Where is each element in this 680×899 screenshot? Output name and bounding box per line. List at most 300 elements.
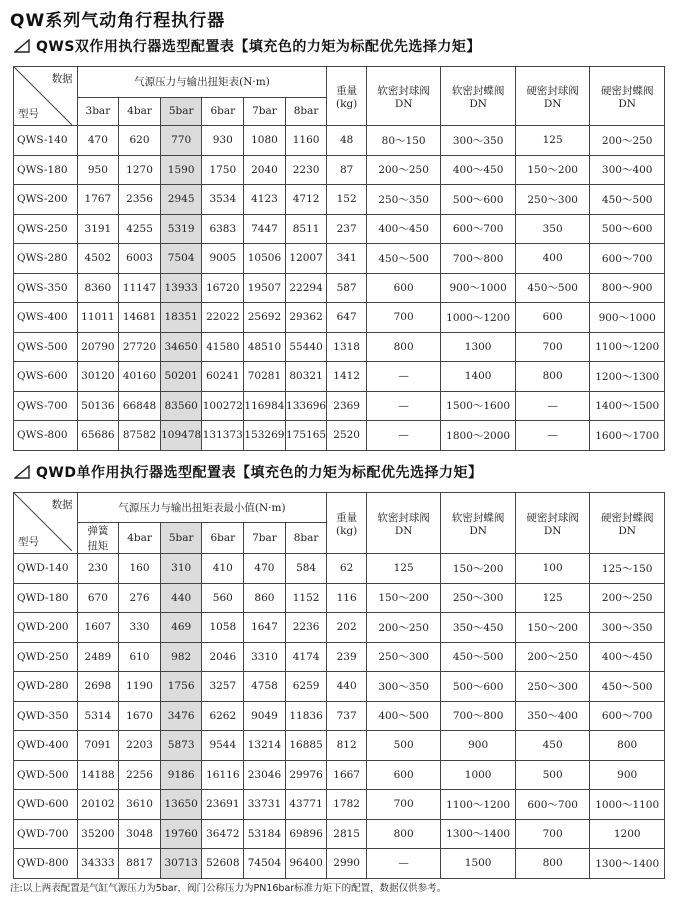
torque-cell: 23691 (202, 790, 244, 820)
torque-cell: 20102 (77, 790, 119, 820)
torque-cell: 1080 (244, 126, 286, 156)
torque-cell: 55440 (285, 332, 327, 362)
valve-dn-cell: 300～350 (366, 672, 441, 702)
torque-cell: 1756 (160, 672, 202, 702)
valve-dn-cell: 500 (366, 731, 441, 761)
valve-dn-cell: 350～450 (441, 613, 516, 643)
weight-cell: 2520 (327, 421, 366, 451)
model-cell: QWS-600 (14, 362, 78, 392)
valve-dn-cell: 500～600 (441, 672, 516, 702)
model-cell: QWD-350 (14, 701, 78, 731)
torque-cell: 1160 (285, 126, 327, 156)
valve-header-3: 硬密封球阀 DN (515, 67, 590, 126)
header-corner-data-label: 数据 (51, 499, 73, 511)
weight-cell: 647 (327, 303, 366, 333)
valve-dn-cell: 700 (515, 819, 590, 849)
torque-cell: 50136 (77, 391, 119, 421)
valve-dn-cell: 600 (366, 760, 441, 790)
valve-header-1: 软密封球阀 DN (366, 493, 441, 554)
table-row (14, 185, 665, 215)
torque-cell: 160 (119, 554, 161, 584)
valve-dn-cell: 450～500 (515, 273, 590, 303)
valve-dn-cell: 1800～2000 (441, 421, 516, 451)
valve-header-4: 硬密封蝶阀 DN (590, 493, 665, 554)
valve-dn-cell: 350～400 (515, 701, 590, 731)
weight-cell: 87 (327, 155, 366, 185)
valve-dn-cell: 700～800 (441, 701, 516, 731)
weight-cell: 2815 (327, 819, 366, 849)
torque-cell: 620 (119, 126, 161, 156)
valve-dn-cell: — (515, 421, 590, 451)
header-corner-data-label: 数据 (51, 73, 73, 85)
torque-cell: 153269 (244, 421, 286, 451)
torque-cell: 69896 (285, 819, 327, 849)
table-row (14, 126, 665, 156)
weight-cell: 116 (327, 583, 366, 613)
table-row (14, 613, 665, 643)
torque-cell: 2230 (285, 155, 327, 185)
valve-dn-cell: 600～700 (441, 214, 516, 244)
table2-heading (14, 462, 482, 482)
triangle-marker-icon (14, 39, 30, 53)
table-row (14, 731, 665, 761)
weight-cell: 152 (327, 185, 366, 215)
valve-dn-cell: 450 (515, 731, 590, 761)
model-cell: QWD-600 (14, 790, 78, 820)
table-row (14, 672, 665, 702)
triangle-marker-icon (14, 465, 30, 479)
torque-cell: 18351 (160, 303, 202, 333)
valve-dn-cell: 300～350 (590, 613, 665, 643)
valve-dn-cell: 1500 (441, 849, 516, 879)
valve-dn-cell: 1100～1200 (441, 790, 516, 820)
torque-cell: 7504 (160, 244, 202, 274)
torque-cell: 3534 (202, 185, 244, 215)
valve-dn-cell: 250～300 (441, 583, 516, 613)
qws-selection-table (13, 66, 665, 451)
valve-dn-cell: 800 (590, 731, 665, 761)
valve-header-2: 软密封蝶阀 DN (441, 67, 516, 126)
torque-cell: 930 (202, 126, 244, 156)
valve-dn-cell: 600 (366, 273, 441, 303)
valve-dn-cell: 600～700 (590, 244, 665, 274)
torque-cell: 100272 (202, 391, 244, 421)
table1-heading-text: QWS双作用执行器选型配置表【填充色的力矩为标配优先选择力矩】 (36, 39, 481, 55)
torque-cell: 9186 (160, 760, 202, 790)
torque-cell: 410 (202, 554, 244, 584)
torque-cell: 1190 (119, 672, 161, 702)
torque-cell: 1607 (77, 613, 119, 643)
page-title: QW系列气动角行程执行器 (10, 11, 226, 31)
valve-dn-cell: 1400 (441, 362, 516, 392)
torque-cell: 16116 (202, 760, 244, 790)
torque-cell: 230 (77, 554, 119, 584)
torque-cell: 2489 (77, 642, 119, 672)
valve-dn-cell: 250～300 (515, 672, 590, 702)
torque-cell: 9544 (202, 731, 244, 761)
valve-dn-cell: 250～350 (366, 185, 441, 215)
valve-dn-cell: 1000～1200 (441, 303, 516, 333)
model-cell: QWS-180 (14, 155, 78, 185)
pressure-column-header: 7bar (244, 523, 286, 554)
torque-cell: 610 (119, 642, 161, 672)
table-row (14, 391, 665, 421)
model-cell: QWD-280 (14, 672, 78, 702)
torque-cell: 1750 (202, 155, 244, 185)
valve-dn-cell: 700 (366, 790, 441, 820)
weight-cell: 341 (327, 244, 366, 274)
torque-cell: 48510 (244, 332, 286, 362)
torque-cell: 30713 (160, 849, 202, 879)
table-row (14, 362, 665, 392)
torque-cell: 5319 (160, 214, 202, 244)
valve-dn-cell: 250～300 (515, 185, 590, 215)
torque-cell: 469 (160, 613, 202, 643)
header-corner-model-label: 型号 (18, 536, 39, 548)
valve-header-1: 软密封球阀 DN (366, 67, 441, 126)
torque-cell: 96400 (285, 849, 327, 879)
pressure-column-header: 5bar (160, 97, 202, 125)
torque-cell: 50201 (160, 362, 202, 392)
weight-cell: 1782 (327, 790, 366, 820)
table2-heading-text: QWD单作用执行器选型配置表【填充色的力矩为标配优先选择力矩】 (36, 465, 483, 481)
table-row (14, 819, 665, 849)
table-row (14, 303, 665, 333)
valve-dn-cell: 1300 (441, 332, 516, 362)
torque-cell: 6383 (202, 214, 244, 244)
valve-dn-cell: 900 (590, 760, 665, 790)
model-cell: QWS-800 (14, 421, 78, 451)
valve-dn-cell: 400～500 (366, 701, 441, 731)
header-corner-cell (14, 67, 78, 126)
weight-cell: 1412 (327, 362, 366, 392)
torque-cell: 4174 (285, 642, 327, 672)
valve-dn-cell: 1200 (590, 819, 665, 849)
model-cell: QWD-500 (14, 760, 78, 790)
pressure-column-header: 3bar (77, 97, 119, 125)
torque-cell: 13214 (244, 731, 286, 761)
torque-cell: 310 (160, 554, 202, 584)
torque-cell: 4758 (244, 672, 286, 702)
torque-cell: 11147 (119, 273, 161, 303)
torque-cell: 70281 (244, 362, 286, 392)
table-row (14, 583, 665, 613)
pressure-column-header: 8bar (285, 523, 327, 554)
torque-cell: 60241 (202, 362, 244, 392)
torque-cell: 584 (285, 554, 327, 584)
valve-dn-cell: 125 (366, 554, 441, 584)
torque-cell: 23046 (244, 760, 286, 790)
torque-cell: 4255 (119, 214, 161, 244)
weight-cell: 239 (327, 642, 366, 672)
valve-dn-cell: 1200～1300 (590, 362, 665, 392)
model-cell: QWD-400 (14, 731, 78, 761)
torque-cell: 40160 (119, 362, 161, 392)
torque-cell: 12007 (285, 244, 327, 274)
torque-cell: 330 (119, 613, 161, 643)
valve-dn-cell: 800～900 (590, 273, 665, 303)
torque-cell: 1767 (77, 185, 119, 215)
table-row (14, 642, 665, 672)
valve-header-3: 硬密封球阀 DN (515, 493, 590, 554)
valve-dn-cell: 700～800 (441, 244, 516, 274)
valve-dn-cell: 900～1000 (590, 303, 665, 333)
weight-cell: 2990 (327, 849, 366, 879)
torque-cell: 3257 (202, 672, 244, 702)
torque-cell: 770 (160, 126, 202, 156)
torque-cell: 860 (244, 583, 286, 613)
table-row (14, 849, 665, 879)
torque-cell: 2046 (202, 642, 244, 672)
table-row (14, 244, 665, 274)
torque-cell: 6003 (119, 244, 161, 274)
torque-cell: 2236 (285, 613, 327, 643)
valve-dn-cell: 500 (515, 760, 590, 790)
torque-cell: 43771 (285, 790, 327, 820)
torque-cell: 131373 (202, 421, 244, 451)
torque-cell: 33731 (244, 790, 286, 820)
weight-cell: 1667 (327, 760, 366, 790)
model-cell: QWS-700 (14, 391, 78, 421)
torque-cell: 1270 (119, 155, 161, 185)
torque-cell: 34333 (77, 849, 119, 879)
valve-dn-cell: — (366, 421, 441, 451)
weight-cell: 812 (327, 731, 366, 761)
weight-cell: 1318 (327, 332, 366, 362)
valve-dn-cell: 450～500 (590, 185, 665, 215)
torque-cell: 5314 (77, 701, 119, 731)
torque-cell: 7091 (77, 731, 119, 761)
torque-cell: 4123 (244, 185, 286, 215)
valve-dn-cell: 250～300 (366, 642, 441, 672)
valve-header-4: 硬密封蝶阀 DN (590, 67, 665, 126)
valve-dn-cell: 450～500 (590, 672, 665, 702)
torque-cell: 14681 (119, 303, 161, 333)
pressure-column-header: 6bar (202, 523, 244, 554)
torque-cell: 36472 (202, 819, 244, 849)
valve-dn-cell: 150～200 (366, 583, 441, 613)
valve-dn-cell: 600～700 (515, 790, 590, 820)
model-cell: QWD-700 (14, 819, 78, 849)
model-cell: QWS-400 (14, 303, 78, 333)
table-row (14, 701, 665, 731)
torque-cell: 11836 (285, 701, 327, 731)
valve-dn-cell: 800 (366, 332, 441, 362)
model-cell: QWD-200 (14, 613, 78, 643)
torque-cell: 53184 (244, 819, 286, 849)
torque-cell: 19760 (160, 819, 202, 849)
torque-cell: 6259 (285, 672, 327, 702)
torque-cell: 3191 (77, 214, 119, 244)
torque-cell: 7447 (244, 214, 286, 244)
torque-cell: 2256 (119, 760, 161, 790)
pressure-column-header: 4bar (119, 97, 161, 125)
model-cell: QWD-140 (14, 554, 78, 584)
torque-cell: 470 (77, 126, 119, 156)
table-row (14, 790, 665, 820)
torque-cell: 4502 (77, 244, 119, 274)
torque-cell: 22022 (202, 303, 244, 333)
torque-cell: 8817 (119, 849, 161, 879)
torque-cell: 3048 (119, 819, 161, 849)
valve-dn-cell: 800 (515, 362, 590, 392)
torque-cell: 1647 (244, 613, 286, 643)
torque-cell: 440 (160, 583, 202, 613)
model-cell: QWS-200 (14, 185, 78, 215)
valve-dn-cell: 150～200 (515, 155, 590, 185)
valve-dn-cell: 125 (515, 126, 590, 156)
weight-cell: 737 (327, 701, 366, 731)
torque-cell: 29362 (285, 303, 327, 333)
torque-cell: 9049 (244, 701, 286, 731)
torque-cell: 2356 (119, 185, 161, 215)
weight-cell: 2369 (327, 391, 366, 421)
torque-cell: 2945 (160, 185, 202, 215)
valve-dn-cell: 500～600 (590, 214, 665, 244)
torque-cell: 3310 (244, 642, 286, 672)
torque-cell: 65686 (77, 421, 119, 451)
torque-cell: 3610 (119, 790, 161, 820)
valve-dn-cell: 1500～1600 (441, 391, 516, 421)
valve-dn-cell: 400～450 (590, 642, 665, 672)
weight-cell: 440 (327, 672, 366, 702)
valve-dn-cell: 150～200 (515, 613, 590, 643)
torque-cell: 16720 (202, 273, 244, 303)
torque-cell: 41580 (202, 332, 244, 362)
torque-cell: 560 (202, 583, 244, 613)
torque-cell: 19507 (244, 273, 286, 303)
torque-cell: 25692 (244, 303, 286, 333)
valve-dn-cell: — (515, 391, 590, 421)
torque-cell: 3476 (160, 701, 202, 731)
torque-cell: 133696 (285, 391, 327, 421)
torque-cell: 670 (77, 583, 119, 613)
torque-cell: 1058 (202, 613, 244, 643)
valve-dn-cell: 500～600 (441, 185, 516, 215)
weight-cell: 237 (327, 214, 366, 244)
torque-cell: 8360 (77, 273, 119, 303)
valve-dn-cell: 200～250 (366, 613, 441, 643)
torque-cell: 109478 (160, 421, 202, 451)
torque-cell: 80321 (285, 362, 327, 392)
weight-header: 重量 (kg) (327, 67, 366, 126)
torque-cell: 2040 (244, 155, 286, 185)
valve-dn-cell: 100 (515, 554, 590, 584)
model-cell: QWD-800 (14, 849, 78, 879)
model-cell: QWD-180 (14, 583, 78, 613)
torque-cell: 5873 (160, 731, 202, 761)
valve-dn-cell: — (366, 849, 441, 879)
table-row (14, 273, 665, 303)
valve-dn-cell: 125～150 (590, 554, 665, 584)
valve-dn-cell: 800 (366, 819, 441, 849)
torque-cell: 83560 (160, 391, 202, 421)
torque-cell: 13933 (160, 273, 202, 303)
torque-cell: 16885 (285, 731, 327, 761)
valve-dn-cell: 200～250 (366, 155, 441, 185)
torque-cell: 52608 (202, 849, 244, 879)
torque-cell: 9005 (202, 244, 244, 274)
torque-cell: 14188 (77, 760, 119, 790)
valve-dn-cell: 1000～1100 (590, 790, 665, 820)
torque-cell: 1152 (285, 583, 327, 613)
torque-cell: 175165 (285, 421, 327, 451)
valve-dn-cell: 350 (515, 214, 590, 244)
table-row (14, 421, 665, 451)
model-cell: QWS-280 (14, 244, 78, 274)
model-cell: QWS-350 (14, 273, 78, 303)
pressure-torque-header: 气源压力与输出扭矩表(N·m) (77, 67, 327, 98)
pressure-column-header: 7bar (244, 97, 286, 125)
table-row (14, 554, 665, 584)
valve-dn-cell: 400 (515, 244, 590, 274)
valve-dn-cell: 450～500 (366, 244, 441, 274)
torque-cell: 6262 (202, 701, 244, 731)
valve-dn-cell: 80～150 (366, 126, 441, 156)
valve-dn-cell: 1000 (441, 760, 516, 790)
pressure-torque-header: 气源压力与输出扭矩表最小值(N·m) (77, 493, 327, 523)
valve-dn-cell: 600 (515, 303, 590, 333)
torque-cell: 4712 (285, 185, 327, 215)
valve-dn-cell: 200～250 (590, 583, 665, 613)
torque-cell: 20790 (77, 332, 119, 362)
table1-heading (14, 36, 481, 56)
weight-cell: 62 (327, 554, 366, 584)
valve-dn-cell: 400～450 (441, 155, 516, 185)
weight-cell: 587 (327, 273, 366, 303)
valve-dn-cell: 700 (366, 303, 441, 333)
torque-cell: 1590 (160, 155, 202, 185)
valve-dn-cell: 150～200 (441, 554, 516, 584)
torque-cell: 950 (77, 155, 119, 185)
valve-dn-cell: 1600～1700 (590, 421, 665, 451)
weight-cell: 202 (327, 613, 366, 643)
torque-cell: 8511 (285, 214, 327, 244)
torque-cell: 11011 (77, 303, 119, 333)
torque-cell: 2203 (119, 731, 161, 761)
torque-cell: 74504 (244, 849, 286, 879)
torque-cell: 30120 (77, 362, 119, 392)
valve-dn-cell: 200～250 (515, 642, 590, 672)
valve-dn-cell: 450～500 (441, 642, 516, 672)
valve-dn-cell: 1400～1500 (590, 391, 665, 421)
footnote: 注:以上两表配置是气缸气源压力为5bar，阀门公称压力为PN16bar标准力矩下的配置，数据仅供参考。 (10, 883, 447, 894)
torque-cell: 470 (244, 554, 286, 584)
weight-header: 重量 (kg) (327, 493, 366, 554)
torque-cell: 1670 (119, 701, 161, 731)
valve-dn-cell: 600～700 (590, 701, 665, 731)
valve-dn-cell: 200～250 (590, 126, 665, 156)
torque-cell: 2698 (77, 672, 119, 702)
header-corner-cell (14, 493, 78, 554)
torque-cell: 13650 (160, 790, 202, 820)
torque-cell: 22294 (285, 273, 327, 303)
table-row (14, 155, 665, 185)
pressure-column-header: 6bar (202, 97, 244, 125)
valve-dn-cell: 800 (515, 849, 590, 879)
qwd-selection-table (13, 492, 665, 879)
header-corner-model-label: 型号 (18, 108, 39, 120)
model-cell: QWS-140 (14, 126, 78, 156)
valve-dn-cell: — (366, 391, 441, 421)
valve-dn-cell: 300～400 (590, 155, 665, 185)
weight-cell: 48 (327, 126, 366, 156)
pressure-column-header: 8bar (285, 97, 327, 125)
table-row (14, 332, 665, 362)
valve-dn-cell: 900 (441, 731, 516, 761)
torque-cell: 27720 (119, 332, 161, 362)
torque-cell: 10506 (244, 244, 286, 274)
